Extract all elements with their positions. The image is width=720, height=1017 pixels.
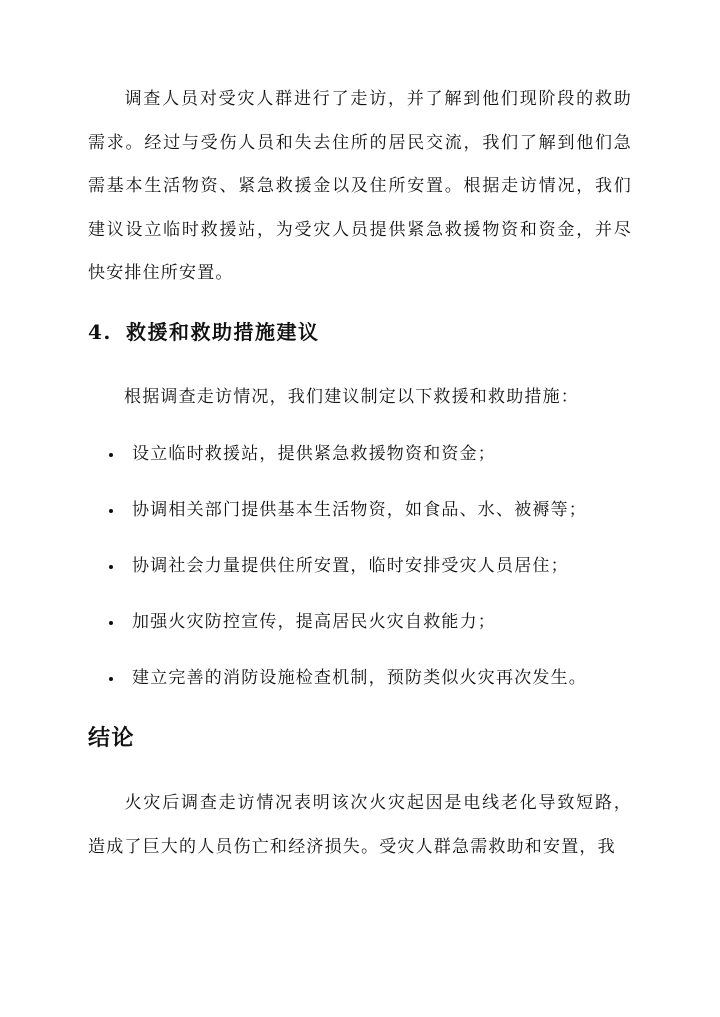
bullet-dot-icon (109, 565, 113, 569)
list-item (88, 604, 648, 660)
list-item (88, 548, 648, 604)
section-lead-text: 根据调查走访情况，我们建议制定以下救援和救助措施： (124, 387, 579, 407)
body-paragraph (88, 78, 632, 296)
bullet-dot-icon (109, 453, 113, 457)
paragraph-text: 调查人员对受灾人群进行了走访，并了解到他们现阶段的救助需求。经过与受伤人员和失去住所的居民交流，我们了解到他们急需基本生活物资、紧急救援金以及住所安置。根据走访情况，我们建议设立临时救援站，为受灾人员提供紧急救援物资和资金，并尽快安排住所安置。 (88, 89, 632, 283)
measures-list (88, 436, 648, 716)
list-item-text: 设立临时救援站，提供紧急救援物资和资金； (132, 444, 496, 464)
list-item (88, 660, 648, 716)
list-item-text: 协调相关部门提供基本生活物资，如食品、水、被褥等； (132, 500, 587, 520)
list-item-text: 建立完善的消防设施检查机制，预防类似火灾再次发生。 (132, 668, 587, 688)
bullet-dot-icon (109, 621, 113, 625)
bullet-dot-icon (109, 509, 113, 513)
conclusion-heading: 结论 (88, 725, 136, 751)
list-item-text: 加强火灾防控宣传，提高居民火灾自救能力； (132, 612, 496, 632)
conclusion-paragraph (88, 782, 632, 869)
paragraph-text: 火灾后调查走访情况表明该次火灾起因是电线老化导致短路，造成了巨大的人员伤亡和经济损失。受灾人群急需救助和安置，我 (88, 793, 632, 857)
bullet-dot-icon (109, 677, 113, 681)
list-item (88, 436, 648, 492)
section-number: 4. (88, 320, 112, 344)
section-title: 救援和救助措施建议 (126, 320, 320, 344)
list-item (88, 492, 648, 548)
list-item-text: 协调社会力量提供住所安置，临时安排受灾人员居住； (132, 556, 569, 576)
section-heading (88, 314, 320, 350)
